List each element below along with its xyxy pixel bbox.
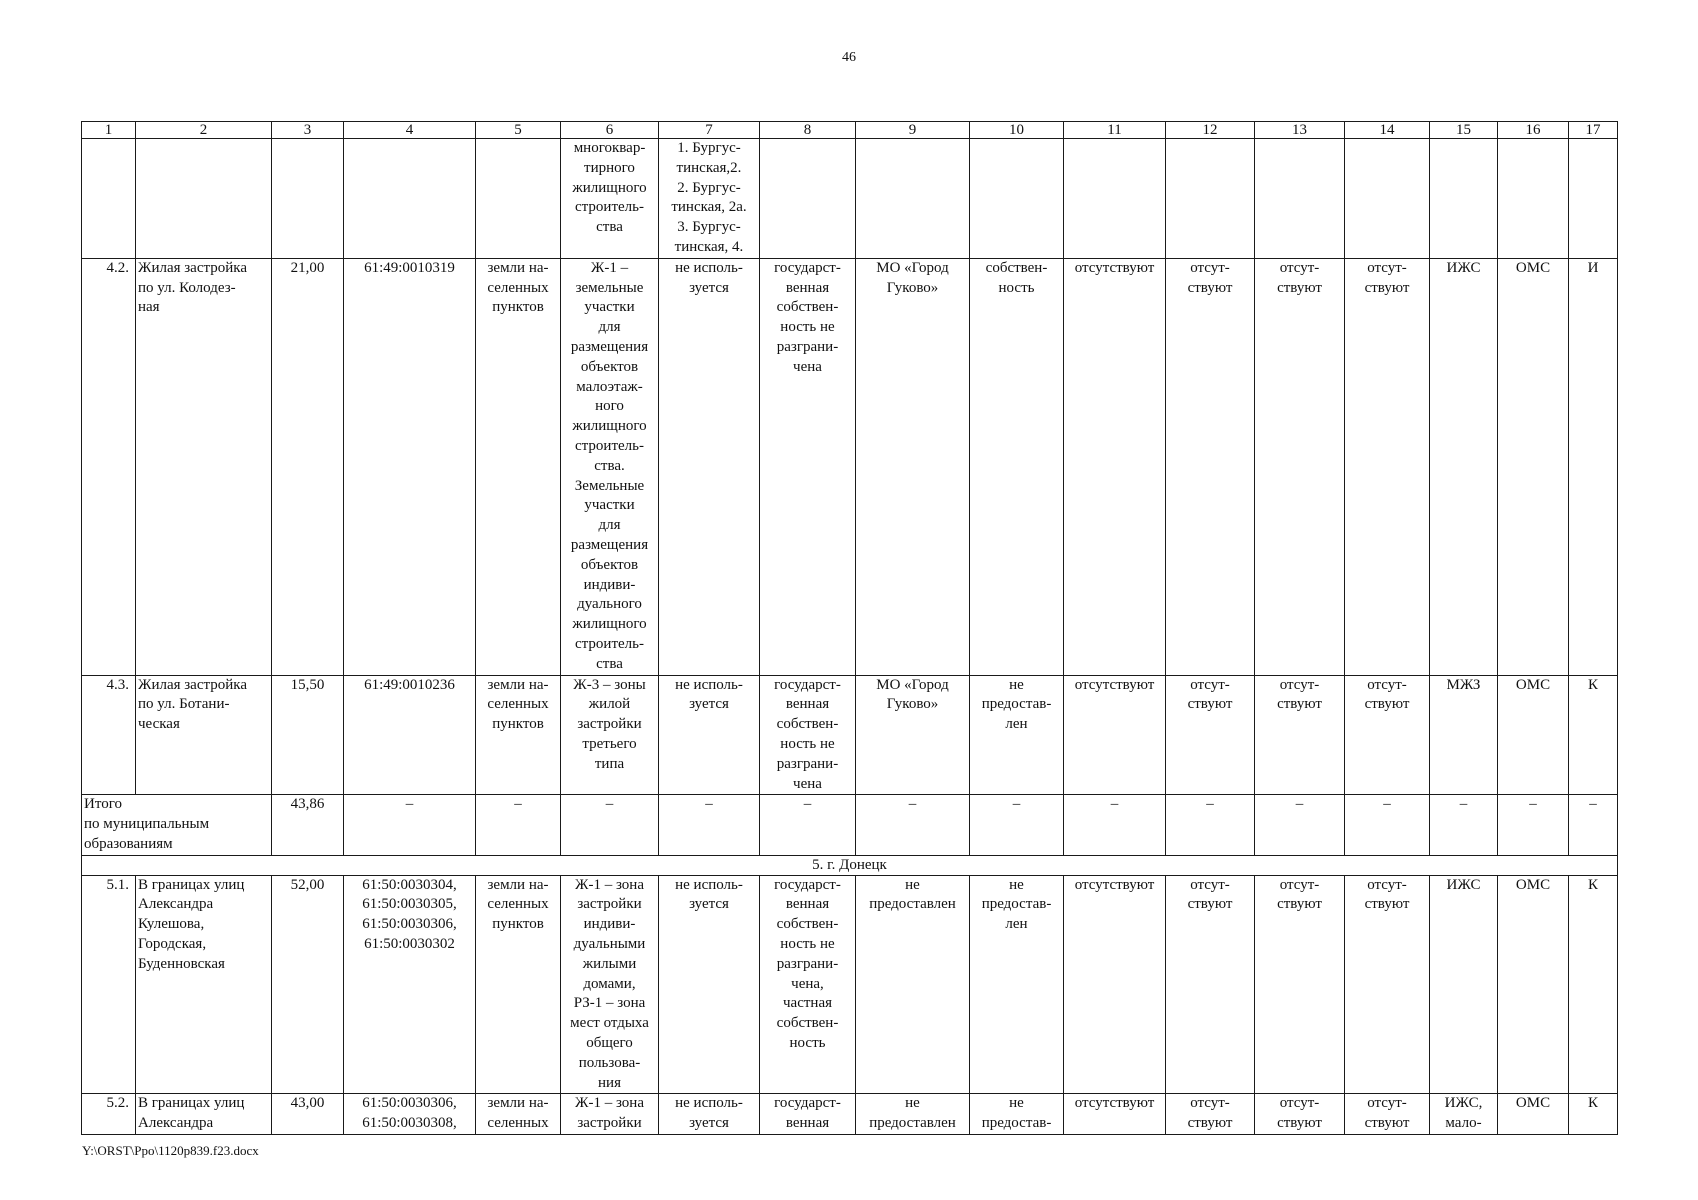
- table-cell: отсутствуют: [1064, 1094, 1166, 1135]
- table-cell: отсут- ствуют: [1345, 1094, 1430, 1135]
- column-number-cell: 16: [1498, 122, 1569, 139]
- table-cell: [760, 139, 856, 259]
- column-number-cell: 17: [1569, 122, 1618, 139]
- table-cell: К: [1569, 675, 1618, 795]
- table-cell: Ж-3 – зоны жилой застройки третьего типа: [561, 675, 659, 795]
- table-cell: отсут- ствуют: [1166, 1094, 1255, 1135]
- table-cell: [1064, 139, 1166, 259]
- total-dash-cell: –: [1166, 795, 1255, 855]
- column-number-cell: 13: [1255, 122, 1345, 139]
- total-dash-cell: –: [1430, 795, 1498, 855]
- table-cell: не предостав- лен: [970, 675, 1064, 795]
- table-cell: [1569, 139, 1618, 259]
- column-number-cell: 4: [344, 122, 476, 139]
- table-cell: не исполь- зуется: [659, 258, 760, 675]
- total-dash-cell: –: [1255, 795, 1345, 855]
- table-row: [82, 1094, 1618, 1135]
- table-cell: 5.1.: [82, 875, 136, 1094]
- table-cell: В границах улиц Александра Кулешова, Городская, Буденновская: [136, 875, 272, 1094]
- table-cell: [970, 139, 1064, 259]
- total-dash-cell: –: [760, 795, 856, 855]
- total-dash-cell: –: [659, 795, 760, 855]
- table-row: [82, 139, 1618, 259]
- table-cell: Жилая застройка по ул. Колодез- ная: [136, 258, 272, 675]
- table-cell: [856, 139, 970, 259]
- table-row: [82, 675, 1618, 795]
- total-row: [82, 795, 1618, 855]
- table-cell: МЖЗ: [1430, 675, 1498, 795]
- column-number-cell: 2: [136, 122, 272, 139]
- table-row: [82, 258, 1618, 675]
- table-cell: 4.2.: [82, 258, 136, 675]
- table-cell: [82, 139, 136, 259]
- table-cell: государст- венная собствен- ность не разграни- чена, частная собствен- ность: [760, 875, 856, 1094]
- table-cell: не предостав-: [970, 1094, 1064, 1135]
- table-cell: государст- венная собствен- ность не разграни- чена: [760, 258, 856, 675]
- table-cell: собствен- ность: [970, 258, 1064, 675]
- total-dash-cell: –: [1498, 795, 1569, 855]
- table-cell: 5.2.: [82, 1094, 136, 1135]
- table-cell: 1. Бургус- тинская,2. 2. Бургус- тинская, 2а. 3. Бургус- тинская, 4.: [659, 139, 760, 259]
- table-cell: 61:50:0030304, 61:50:0030305, 61:50:0030306, 61:50:0030302: [344, 875, 476, 1094]
- table-cell: К: [1569, 1094, 1618, 1135]
- column-number-cell: 1: [82, 122, 136, 139]
- table-cell: 21,00: [272, 258, 344, 675]
- column-number-cell: 11: [1064, 122, 1166, 139]
- total-dash-cell: –: [1064, 795, 1166, 855]
- table-cell: Жилая застройка по ул. Ботани- ческая: [136, 675, 272, 795]
- column-number-cell: 9: [856, 122, 970, 139]
- table-cell: ИЖС, мало-: [1430, 1094, 1498, 1135]
- table-cell: отсут- ствуют: [1166, 675, 1255, 795]
- table-cell: ОМС: [1498, 1094, 1569, 1135]
- land-plots-table: [81, 121, 1618, 1135]
- table-row: [82, 875, 1618, 1094]
- column-number-cell: 10: [970, 122, 1064, 139]
- table-cell: ОМС: [1498, 875, 1569, 1094]
- table-cell: ИЖС: [1430, 258, 1498, 675]
- table-cell: [136, 139, 272, 259]
- column-number-row: [82, 122, 1618, 139]
- table-cell: ОМС: [1498, 675, 1569, 795]
- table-cell: отсут- ствуют: [1255, 675, 1345, 795]
- table-cell: 4.3.: [82, 675, 136, 795]
- total-dash-cell: –: [1345, 795, 1430, 855]
- column-number-cell: 6: [561, 122, 659, 139]
- table-cell: земли на- селенных: [476, 1094, 561, 1135]
- table-cell: И: [1569, 258, 1618, 675]
- table-cell: земли на- селенных пунктов: [476, 258, 561, 675]
- total-dash-cell: –: [344, 795, 476, 855]
- total-value: 43,86: [272, 795, 344, 855]
- table-cell: [1498, 139, 1569, 259]
- table-cell: 61:50:0030306, 61:50:0030308,: [344, 1094, 476, 1135]
- table-cell: Ж-1 – зона застройки: [561, 1094, 659, 1135]
- table-cell: 52,00: [272, 875, 344, 1094]
- column-number-cell: 5: [476, 122, 561, 139]
- column-number-cell: 15: [1430, 122, 1498, 139]
- table-cell: не предоставлен: [856, 875, 970, 1094]
- column-number-cell: 8: [760, 122, 856, 139]
- table-cell: не предоставлен: [856, 1094, 970, 1135]
- page-number: 46: [842, 50, 856, 65]
- table-cell: отсутствуют: [1064, 875, 1166, 1094]
- table-cell: земли на- селенных пунктов: [476, 675, 561, 795]
- table-cell: ОМС: [1498, 258, 1569, 675]
- table-cell: К: [1569, 875, 1618, 1094]
- table-cell: отсутствуют: [1064, 675, 1166, 795]
- column-number-cell: 7: [659, 122, 760, 139]
- table-cell: отсут- ствуют: [1255, 875, 1345, 1094]
- file-path-footer: Y:\ORST\Ppo\1120p839.f23.docx: [82, 1143, 259, 1158]
- total-dash-cell: –: [476, 795, 561, 855]
- total-dash-cell: –: [1569, 795, 1618, 855]
- column-number-cell: 12: [1166, 122, 1255, 139]
- table-cell: 61:49:0010319: [344, 258, 476, 675]
- section-title: 5. г. Донецк: [82, 855, 1618, 875]
- table-cell: МО «Город Гуково»: [856, 675, 970, 795]
- table-cell: отсутствуют: [1064, 258, 1166, 675]
- table-cell: не предостав- лен: [970, 875, 1064, 1094]
- table-cell: не исполь- зуется: [659, 1094, 760, 1135]
- total-dash-cell: –: [561, 795, 659, 855]
- table-cell: 43,00: [272, 1094, 344, 1135]
- table-cell: [1255, 139, 1345, 259]
- table-cell: [476, 139, 561, 259]
- table-cell: отсут- ствуют: [1255, 1094, 1345, 1135]
- table-cell: государст- венная: [760, 1094, 856, 1135]
- table-cell: государст- венная собствен- ность не разграни- чена: [760, 675, 856, 795]
- table-cell: земли на- селенных пунктов: [476, 875, 561, 1094]
- table-cell: 61:49:0010236: [344, 675, 476, 795]
- table-cell: отсут- ствуют: [1166, 258, 1255, 675]
- table-cell: 15,50: [272, 675, 344, 795]
- table-cell: отсут- ствуют: [1345, 675, 1430, 795]
- table-cell: [1166, 139, 1255, 259]
- table-cell: ИЖС: [1430, 875, 1498, 1094]
- section-row: [82, 855, 1618, 875]
- total-dash-cell: –: [970, 795, 1064, 855]
- table-cell: [272, 139, 344, 259]
- total-label: Итого по муниципальным образованиям: [82, 795, 272, 855]
- column-number-cell: 14: [1345, 122, 1430, 139]
- table-cell: отсут- ствуют: [1166, 875, 1255, 1094]
- table-cell: не исполь- зуется: [659, 675, 760, 795]
- table-cell: отсут- ствуют: [1345, 258, 1430, 675]
- table-cell: многоквар- тирного жилищного строитель- ства: [561, 139, 659, 259]
- table-cell: [1430, 139, 1498, 259]
- table-cell: не исполь- зуется: [659, 875, 760, 1094]
- table-cell: Ж-1 – земельные участки для размещения объектов малоэтаж- ного жилищного строитель- ства. Земельные участки для размещения объектов индиви- дуального жилищного строитель- ства: [561, 258, 659, 675]
- table-cell: [1345, 139, 1430, 259]
- total-dash-cell: –: [856, 795, 970, 855]
- table-cell: Ж-1 – зона застройки индиви- дуальными жилыми домами, РЗ-1 – зона мест отдыха общего пользова- ния: [561, 875, 659, 1094]
- table-cell: МО «Город Гуково»: [856, 258, 970, 675]
- table-cell: отсут- ствуют: [1345, 875, 1430, 1094]
- table-cell: отсут- ствуют: [1255, 258, 1345, 675]
- column-number-cell: 3: [272, 122, 344, 139]
- table-cell: В границах улиц Александра: [136, 1094, 272, 1135]
- table-cell: [344, 139, 476, 259]
